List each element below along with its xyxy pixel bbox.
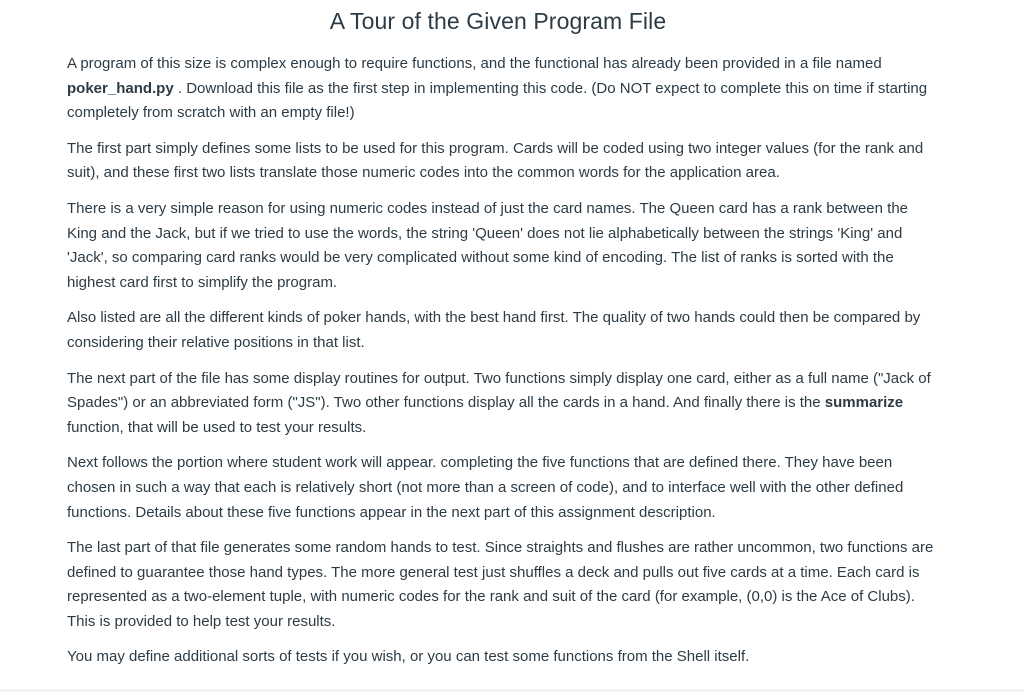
paragraph-intro-text-c: . Download this file as the first step in implementing this code. (Do NOT expect to complete this on time if starting completely from scratch with an empty file!) (67, 79, 928, 122)
paragraph-intro-text-a: A program of this size is complex enough to require functions, and the functional has already been provided in a file named (67, 55, 882, 72)
filename-poker-hand: poker_hand.py (67, 79, 174, 97)
paragraph-intro (67, 52, 937, 126)
paragraph-numeric-codes: There is a very simple reason for using numeric codes instead of just the card names. The Queen card has a rank between the King and the Jack, but if we tried to use the words, the string 'Queen' does not lie alphabetically between the strings 'King' and 'Jack', so comparing card ranks would be very complicated without some kind of encoding. The list of ranks is sorted with the highest card first to simplify the program. (67, 199, 909, 291)
paragraph-additional-tests: You may define additional sorts of tests if you wish, or you can test some functions from the Shell itself. (67, 648, 750, 666)
paragraph-poker-hands: Also listed are all the different kinds of poker hands, with the best hand first. The quality of two hands could then be compared by considering their relative positions in that list. (67, 309, 921, 351)
paragraph-display-text-c: function, that will be used to test your results. (67, 418, 367, 436)
summarize-function-name: summarize (824, 394, 904, 412)
paragraph-student-work: Next follows the portion where student work will appear. completing the five functions that are defined there. They have been chosen in such a way that each is relatively short (not more than a screen of code), and to interface well with the other defined functions. Details about these five functions appear in the next part of this assignment description. (67, 454, 904, 521)
paragraph-random-hands: The last part of that file generates some random hands to test. Since straights and flushes are rather uncommon, two functions are defined to guarantee those hand types. The more general test just shuffles a deck and pulls out five cards at a time. Each card is represented as a two-element tuple, with numeric codes for the rank and suit of the card (for example, (0,0) is the Ace of Clubs). This is provided to help test your results. (67, 539, 934, 630)
paragraph-display-routines (67, 367, 937, 441)
paragraph-lists: The first part simply defines some lists to be used for this program. Cards will be coded using two integer values (for the rank and suit), and these first two lists translate those numeric codes into the common words for the application area. (67, 139, 924, 182)
document-body (67, 52, 937, 681)
paragraph-display-text-a: The next part of the file has some display routines for output. Two functions simply display one card, either as a full name ("Jack of Spades") or an abbreviated form ("JS"). Two other functions display all the cards in a hand. And finally there is the (67, 369, 931, 412)
page-title: A Tour of the Given Program File (329, 8, 667, 34)
